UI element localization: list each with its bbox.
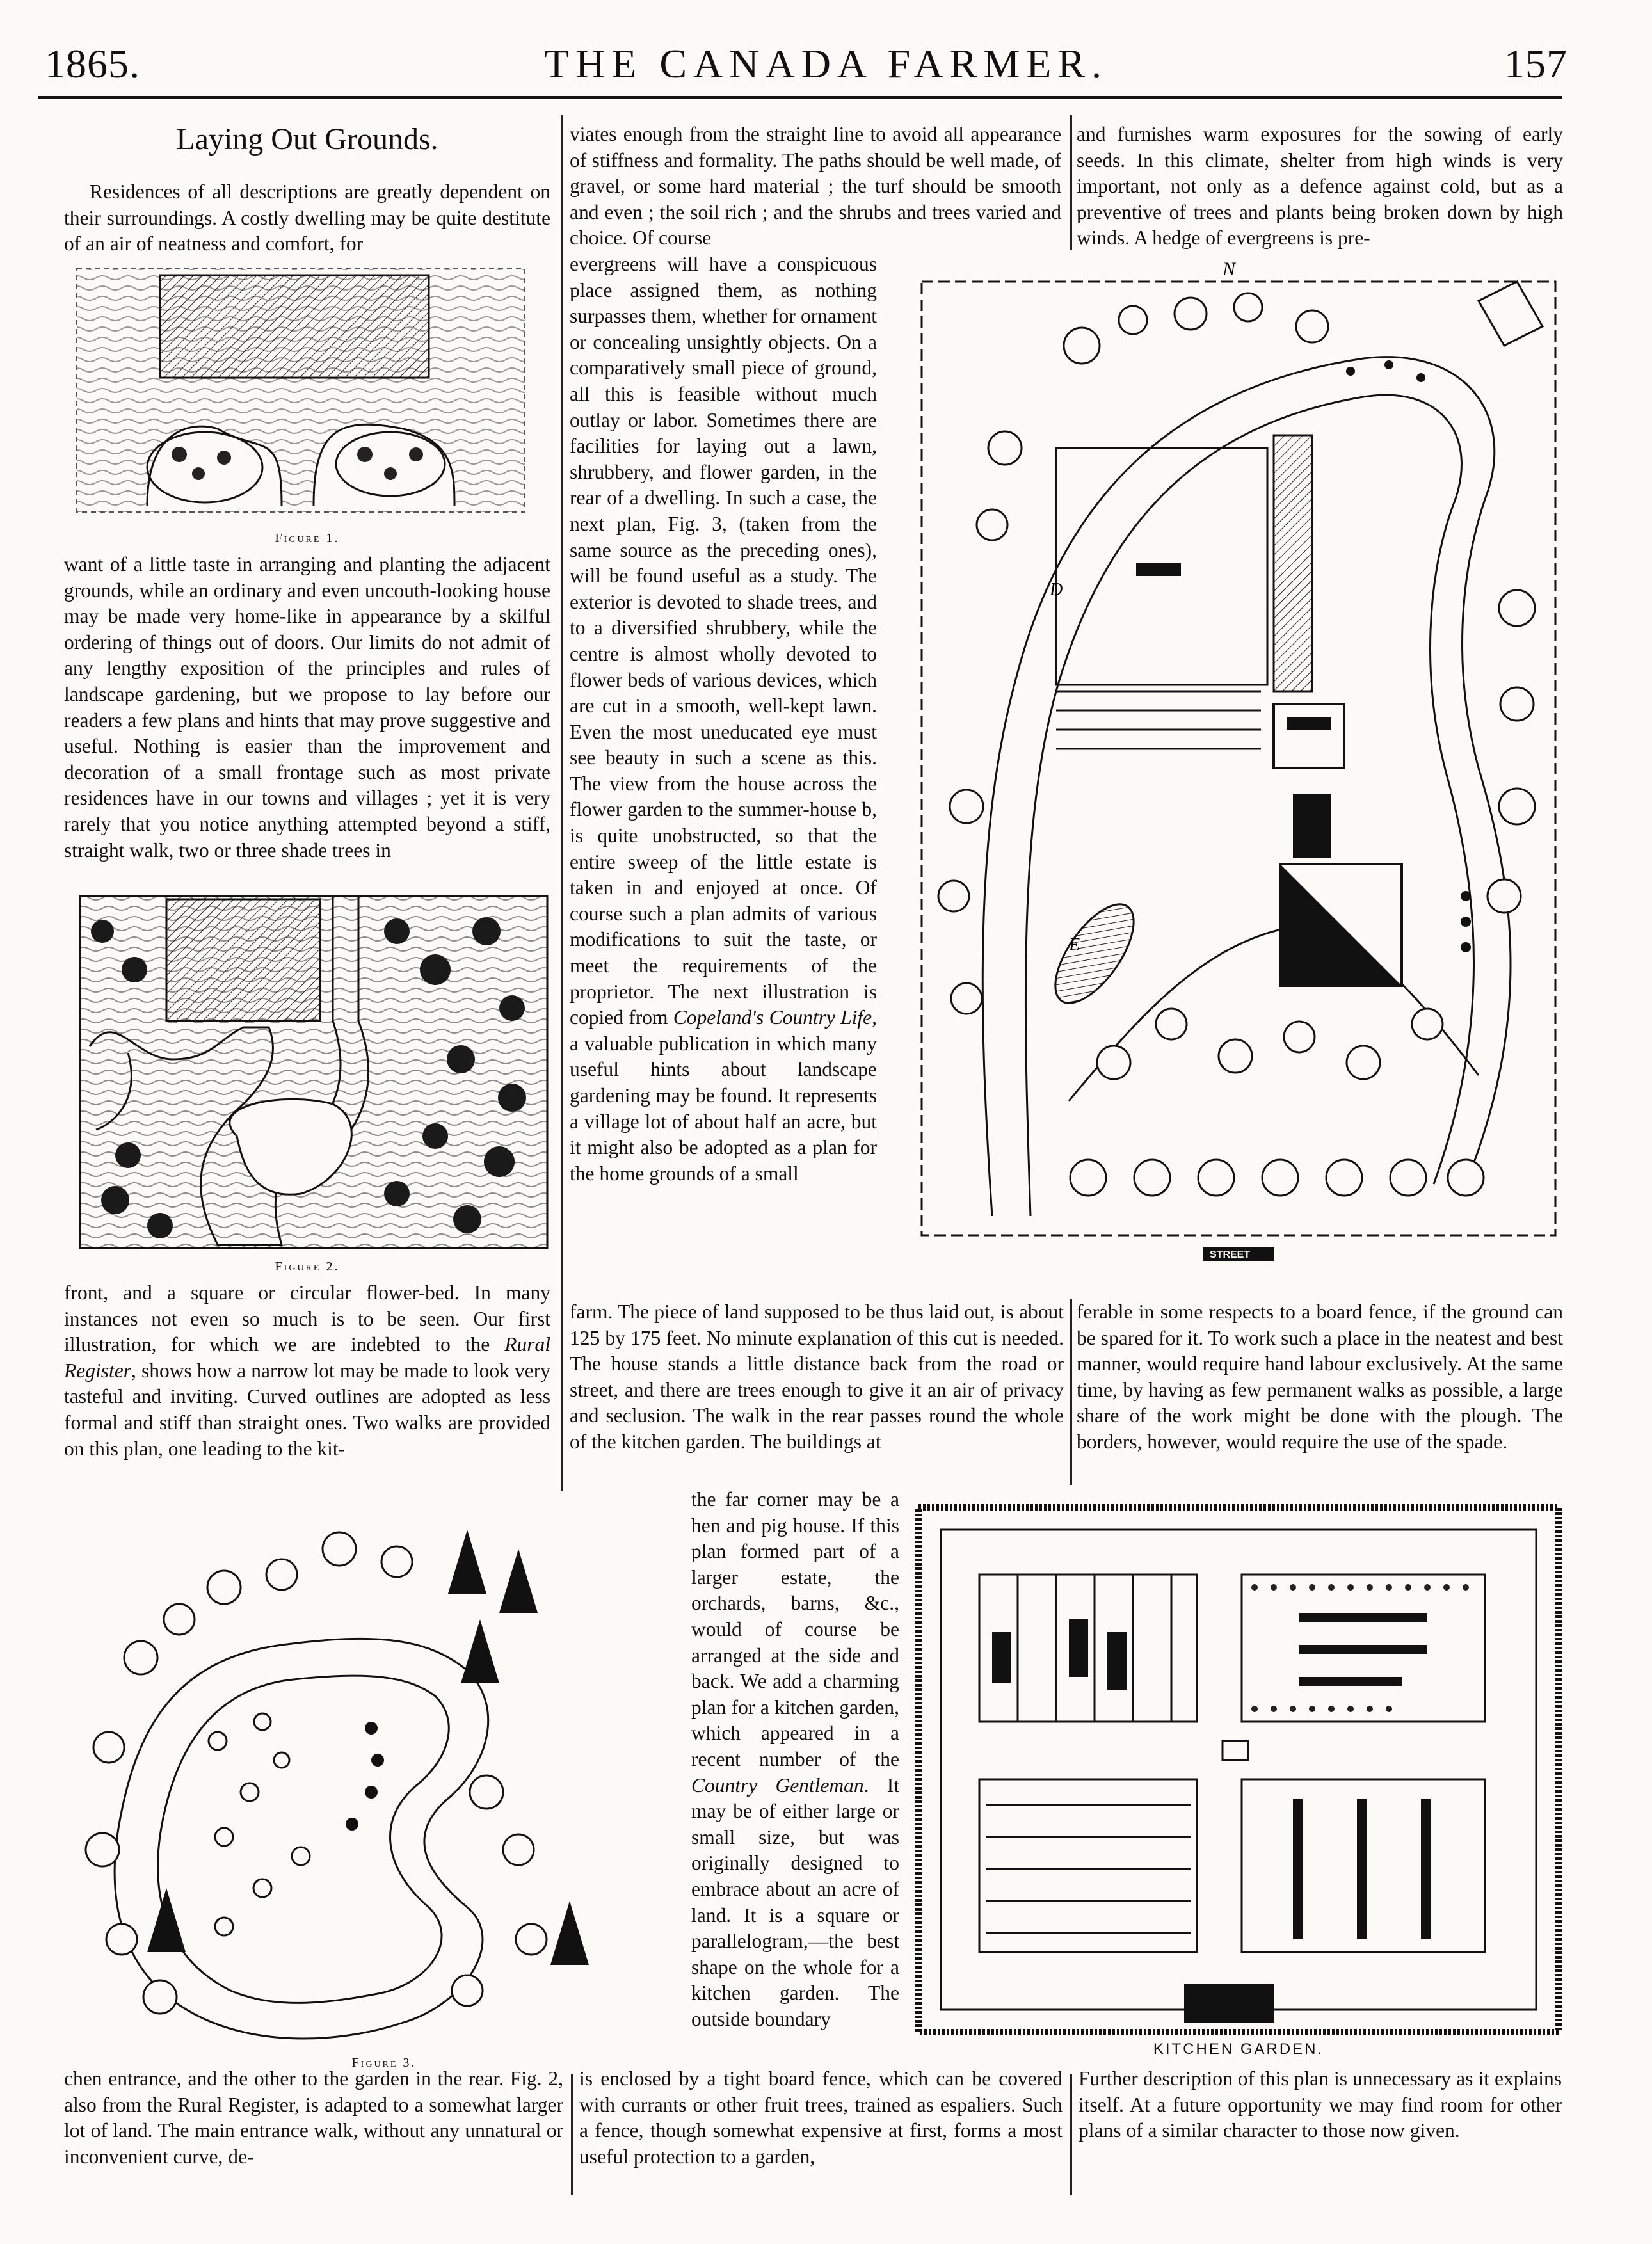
- publication-title: Copeland's Country Life: [673, 1006, 872, 1029]
- paragraph: [570, 252, 877, 1187]
- label-e: E: [1069, 935, 1080, 955]
- figure-3-plan: [70, 1491, 678, 2055]
- column-rule: [561, 115, 563, 1491]
- paragraph: chen entrance, and the other to the garden in the rear. Fig. 2, also from the Rural Register, is adapted to a somewhat larger lot of land. The main entrance walk, without any unnatural or inconvenient curve, de-: [64, 2067, 563, 2168]
- paragraph: is enclosed by a tight board fence, which can be covered with currants or other fruit trees, trained as espaliers. Such a fence, though somewhat expensive at first, forms a most useful protection to a garden,: [579, 2067, 1063, 2168]
- paragraph: [691, 1487, 899, 2032]
- kitchen-garden-plan: [915, 1504, 1562, 2035]
- north-label: N: [1223, 259, 1236, 280]
- page-number: 157: [1504, 41, 1568, 86]
- paragraph: farm. The piece of land supposed to be thus laid out, is about 125 by 175 feet. No minute explanation of this cut is needed. The house stands a little distance back from the road or street, and there are trees enough to give it an air of privacy and seclusion. The walk in the rear passes round the whole of the kitchen garden. The buildings at: [570, 1301, 1064, 1453]
- paragraph: Further description of this plan is unnecessary as it explains itself. At a future opportunity we may find room for other plans of a similar character to those now given.: [1079, 2067, 1562, 2142]
- text-run: , a valuable publication in which many useful hints about landscape gardening may be found. It represents a village lot of about half an acre, but it might also be adopted as a plan for the home grounds of a small: [570, 1006, 877, 1185]
- text-run: evergreens will have a conspicuous place assigned them, as nothing surpasses them, whether for ornament or concealing unsightly objects. On a comparatively small piece of ground, all this is feasible without much outlay or labor. Sometimes there are facilities for laying out a lawn, shrubbery, and flower garden, in the rear of a dwelling. In such a case, the next plan, Fig. 3, (taken from the same source as the preceding ones), will be found useful as a study. The exterior is devoted to shade trees, and to a diversified shrubbery, while the centre is almost wholly devoted to flower beds of various devices, which are cut in a smooth, well-kept lawn. Even the most uneducated eye must see beauty in such a scene as this. The view from the house across the flower garden to the summer-house b, is quite unobstructed, so that the entire sweep of the little estate is taken in and enjoyed at once. Of course such a plan admits of various modifications to suit the taste, or meet the requirements of the proprietor. The next illustration is copied from: [570, 253, 877, 1029]
- publication-title: Country Gentleman: [691, 1774, 864, 1797]
- figure-2-plan: [77, 893, 550, 1251]
- text-run: the far corner may be a hen and pig house. If this plan formed part of a larger estate, the orchards, barns, &c., would of course be arranged at the side and back. We add a charming plan for a kitchen garden, which appeared in a recent number of the: [691, 1488, 899, 1770]
- paragraph: Residences of all descriptions are greatly dependent on their surroundings. A costly dwelling may be quite destitute of an air of neatness and comfort, for: [64, 180, 550, 255]
- text-run: , shows how a narrow lot may be made to look very tasteful and inviting. Curved outlines are adopted as less formal and stiff than straight ones. Two walks are provided on this plan, one leading to the kit-: [64, 1359, 550, 1460]
- text-run: . It may be of either large or small size, but was originally designed to embrace about an acre of land. It is a square or parallelogram,—the best shape on the whole for a kitchen garden. The outside boundary: [691, 1774, 899, 2030]
- label-d: D: [1050, 580, 1063, 600]
- figure-3-caption: Figure 3.: [351, 2056, 417, 2070]
- village-lot-plan: [902, 256, 1568, 1261]
- year: 1865.: [45, 41, 140, 86]
- paragraph: want of a little taste in arranging and planting the adjacent grounds, while an ordinary and even uncouth-looking house may be made very home-like in appearance by a skilful ordering of things out of doors. Our limits do not admit of any lengthy exposition of the principles and rules of landscape gardening, but we propose to lay before our readers a few plans and hints that may prove suggestive and useful. Nothing is easier than the improvement and decoration of a small frontage such as most private residences have in our towns and villages ; yet it is very rarely that you notice anything attempted beyond a stiff, straight walk, two or three shade trees in: [64, 553, 550, 862]
- figure-1-caption: Figure 1.: [275, 531, 340, 545]
- figure-1-plan: [70, 262, 531, 518]
- paragraph: [64, 1280, 550, 1462]
- paragraph: and furnishes warm exposures for the sowing of early seeds. In this climate, shelter from high winds is very important, not only as a defence against cold, but as a preventive of trees and plants being broken down by high winds. A hedge of evergreens is pre-: [1077, 123, 1563, 250]
- text-run: front, and a square or circular flower-bed. In many instances not even so much is to be seen. Our first illustration, for which we are indebted to the: [64, 1281, 550, 1356]
- column-rule: [1070, 2074, 1072, 2195]
- newspaper-title: THE CANADA FARMER.: [543, 41, 1109, 86]
- publication-title: Rural Register: [64, 1333, 550, 1382]
- street-label: STREET: [1210, 1249, 1251, 1260]
- column-rule: [1070, 1299, 1072, 1485]
- column-rule: [1070, 115, 1072, 250]
- article-title: Laying Out Grounds.: [176, 122, 438, 156]
- figure-2-caption: Figure 2.: [275, 1260, 340, 1274]
- kitchen-garden-caption: KITCHEN GARDEN.: [1153, 2040, 1324, 2058]
- paragraph: ferable in some respects to a board fence, if the ground can be spared for it. To work such a place in the neatest and best manner, would require hand labour exclusively. At the same time, by having as few permanent walks as possible, a large share of the work might be done with the plough. The borders, however, would require the use of the spade.: [1077, 1301, 1563, 1453]
- paragraph: viates enough from the straight line to avoid all appearance of stiffness and formality. The paths should be well made, of gravel, or some hard material ; the turf should be smooth and even ; the soil rich ; and the shrubs and trees varied and choice. Of course: [570, 123, 1061, 250]
- column-rule: [571, 2074, 573, 2195]
- header-rule: [38, 96, 1562, 99]
